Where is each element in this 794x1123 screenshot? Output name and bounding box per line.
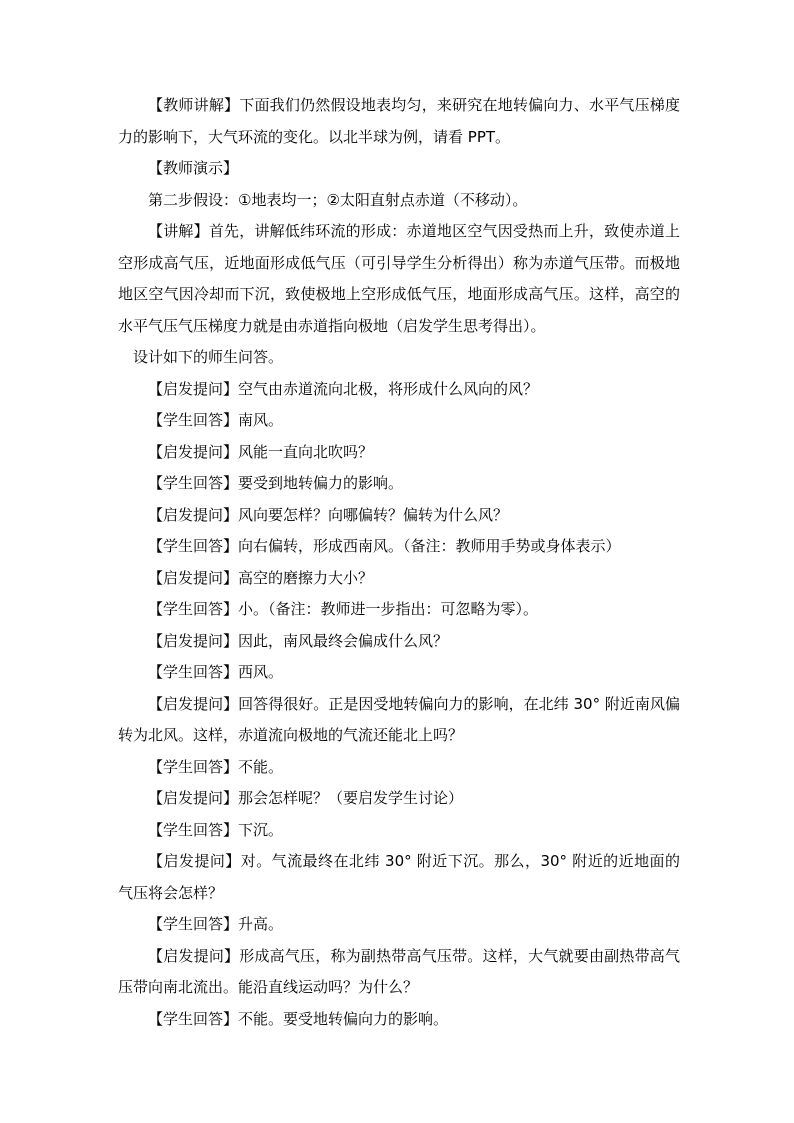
paragraph-tag: 【学生回答】	[148, 915, 239, 933]
paragraph-tag: 【学生回答】	[148, 1009, 239, 1028]
dialogue-question	[118, 783, 680, 815]
paragraph-dialogue-intro	[118, 342, 680, 374]
paragraph-text: 不能。要受地转偏向力的影响。	[238, 1009, 449, 1028]
dialogue-answer	[118, 1004, 680, 1036]
paragraph-tag: 【学生回答】	[148, 474, 239, 492]
paragraph-tag: 【学生回答】	[148, 600, 239, 618]
paragraph-tag: 【启发提问】	[148, 568, 239, 587]
paragraph-tag: 【教师演示】	[148, 159, 239, 177]
paragraph-tag: 【启发提问】	[148, 631, 239, 650]
paragraph-tag: 【启发提问】	[148, 442, 239, 461]
paragraph-text: 下面我们仍然假设地表均匀，来研究在地转偏向力、水平气压梯度力的影响下，大气环流的变化。以北半球为例，请看 PPT。	[118, 96, 680, 146]
paragraph-text: 风向要怎样？向哪偏转？偏转为什么风？	[238, 505, 509, 524]
dialogue-answer	[118, 468, 680, 500]
paragraph-text: 升高。	[238, 915, 284, 933]
paragraph-text: 空气由赤道流向北极，将形成什么风向的风？	[238, 379, 539, 398]
paragraph-tag: 【启发提问】	[148, 694, 239, 713]
dialogue-answer	[118, 815, 680, 847]
paragraph-text: 回答得很好。正是因受地转偏向力的影响，在北纬 30° 附近南风偏转为北风。这样，赤道流向极地的气流还能北上吗？	[118, 694, 680, 744]
paragraph-text: 首先，讲解低纬环流的形成：赤道地区空气因受热而上升，致使赤道上空形成高气压，近地面形成低气压（可引导学生分析得出）称为赤道气压带。而极地地区空气因冷却而下沉，致使极地上空形成低气压，地面形成高气压。这样，高空的水平气压气压梯度力就是由赤道指向极地（启发学生思考得出）。	[118, 222, 680, 335]
paragraph-tag: 【学生回答】	[148, 820, 239, 839]
dialogue-answer	[118, 594, 680, 626]
paragraph-text: 风能一直向北吹吗？	[238, 442, 374, 461]
dialogue-question	[118, 941, 680, 1004]
paragraph-text: 向右偏转，形成西南风。（备注：教师用手势或身体表示）	[238, 537, 621, 555]
paragraph-tag: 【启发提问】	[148, 789, 239, 807]
dialogue-question	[118, 563, 680, 595]
paragraph-teacher-explanation	[118, 90, 680, 153]
dialogue-question	[118, 689, 680, 752]
paragraph-tag: 【讲解】	[148, 222, 209, 240]
paragraph-tag: 【启发提问】	[148, 379, 239, 398]
paragraph-text: 要受到地转偏力的影响。	[238, 474, 404, 492]
paragraph-text: 高空的磨擦力大小？	[238, 568, 374, 587]
paragraph-tag: 【学生回答】	[148, 411, 239, 429]
paragraph-text: 南风。	[238, 411, 284, 429]
paragraph-text: 下沉。	[238, 820, 284, 839]
dialogue-answer	[118, 752, 680, 784]
paragraph-low-latitude-circulation	[118, 216, 680, 342]
paragraph-tag: 【启发提问】	[148, 946, 240, 965]
dialogue-answer	[118, 909, 680, 941]
paragraph-tag: 【启发提问】	[148, 505, 239, 524]
dialogue-question	[118, 374, 680, 406]
dialogue-question	[118, 626, 680, 658]
paragraph-tag: 【启发提问】	[148, 852, 241, 870]
paragraph-text: 形成高气压，称为副热带高气压带。这样，大气就要由副热带高气压带向南北流出。能沿直线运动吗？为什么？	[118, 946, 680, 996]
document-body	[118, 90, 680, 1035]
paragraph-text: 因此，南风最终会偏成什么风？	[238, 631, 449, 650]
paragraph-tag: 【教师讲解】	[148, 96, 240, 114]
paragraph-tag: 【学生回答】	[148, 537, 239, 555]
paragraph-tag: 【学生回答】	[148, 663, 239, 681]
paragraph-text: 西风。	[238, 663, 284, 681]
dialogue-question	[118, 500, 680, 532]
paragraph-text: 对。气流最终在北纬 30° 附近下沉。那么，30° 附近的近地面的气压将会怎样？	[118, 852, 680, 902]
paragraph-text: 第二步假设：①地表均一；②太阳直射点赤道（不移动）。	[148, 190, 528, 209]
paragraph-teacher-demo	[118, 153, 680, 185]
paragraph-text: 那会怎样呢？（要启发学生讨论）	[238, 789, 464, 807]
dialogue-answer	[118, 405, 680, 437]
dialogue-question	[118, 437, 680, 469]
paragraph-text: 不能。	[238, 757, 284, 776]
dialogue-answer	[118, 531, 680, 563]
paragraph-text: 设计如下的师生问答。	[133, 348, 284, 366]
paragraph-second-assumption	[118, 185, 680, 217]
dialogue-question	[118, 846, 680, 909]
paragraph-text: 小。（备注：教师进一步指出：可忽略为零）。	[238, 600, 539, 618]
dialogue-answer	[118, 657, 680, 689]
paragraph-tag: 【学生回答】	[148, 757, 239, 776]
